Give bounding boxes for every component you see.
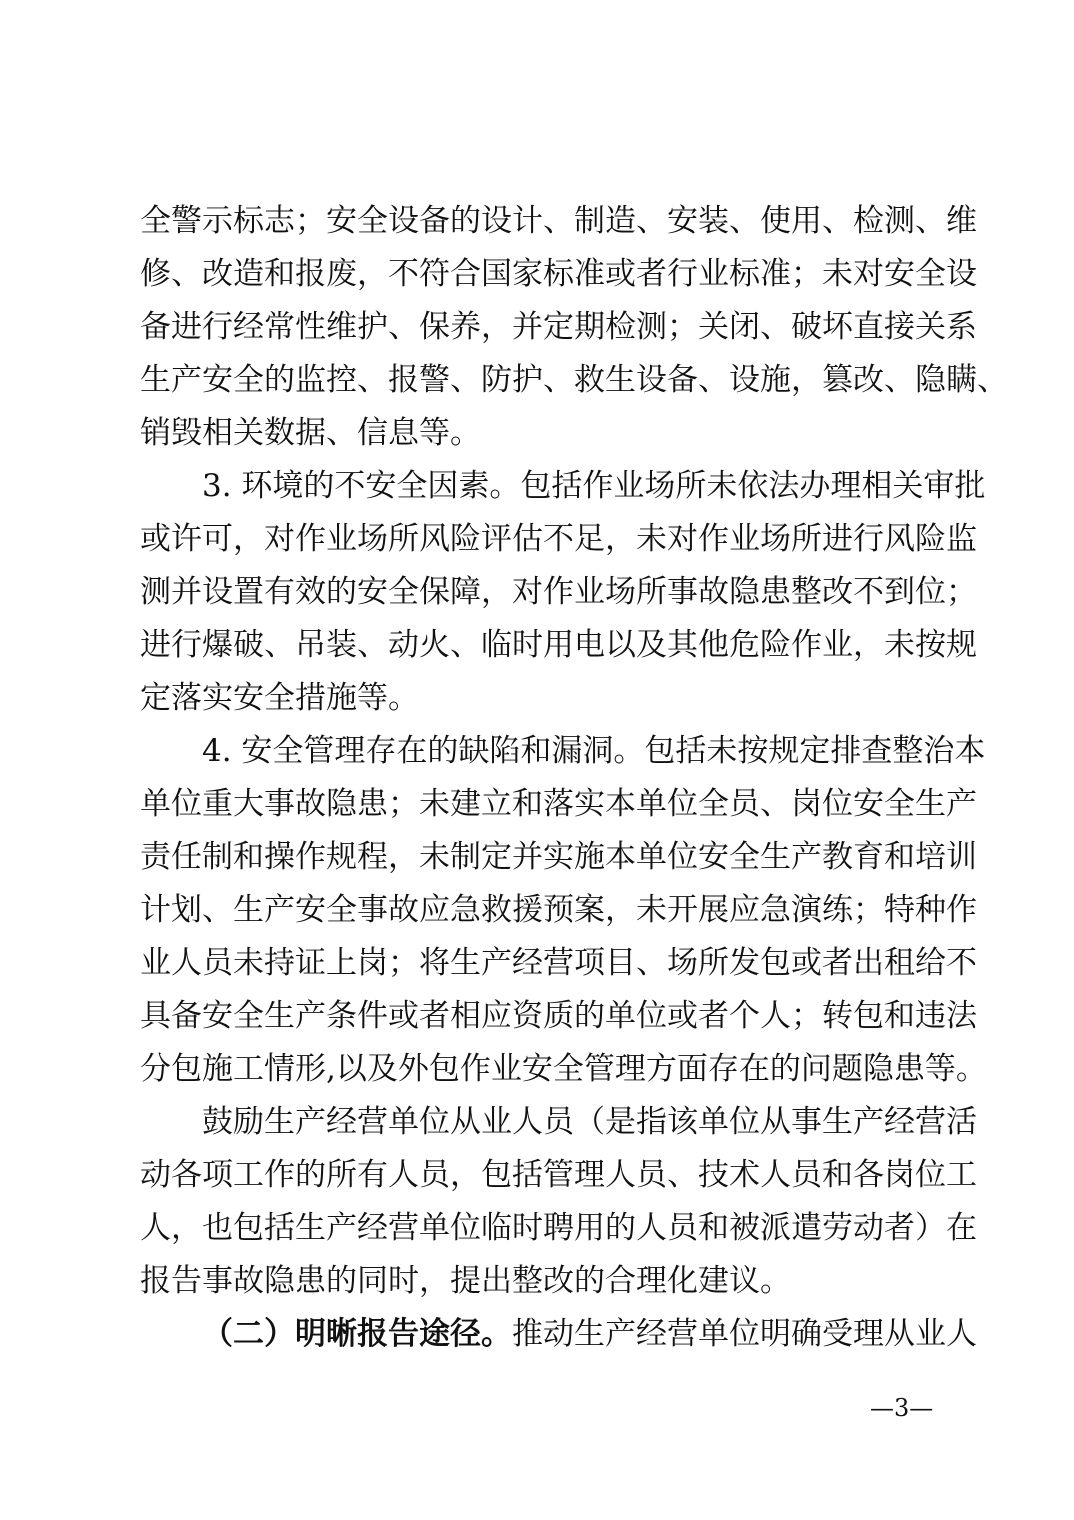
page-number: —3— [870,1394,934,1422]
section-heading-text: 推动生产经营单位明确受理从业人 [512,1316,977,1352]
section-heading-line [202,1312,977,1356]
paragraph-line: 3. 环境的不安全因素。包括作业场所未依法办理相关审批 [202,468,986,504]
paragraph-line: 备进行经常性维护、保养，并定期检测；关闭、破坏直接关系 [140,309,977,345]
paragraph-line: 修、改造和报废，不符合国家标准或者行业标准；未对安全设 [140,256,977,292]
paragraph-line: 业人员未持证上岗；将生产经营项目、场所发包或者出租给不 [140,945,977,981]
paragraph-line: 分包施工情形,以及外包作业安全管理方面存在的问题隐患等。 [140,1051,987,1087]
paragraph-line: 鼓励生产经营单位从业人员（是指该单位从事生产经营活 [202,1104,977,1140]
paragraph-line: 销毁相关数据、信息等。 [140,415,481,451]
paragraph-line: 进行爆破、吊装、动火、临时用电以及其他危险作业，未按规 [140,627,977,663]
paragraph-line: 报告事故隐患的同时，提出整改的合理化建议。 [140,1263,791,1299]
paragraph-line: 定落实安全措施等。 [140,680,419,716]
paragraph-line: 全警示标志；安全设备的设计、制造、安装、使用、检测、维 [140,203,977,239]
paragraph-line: 计划、生产安全事故应急救援预案，未开展应急演练；特种作 [140,892,977,928]
paragraph-line: 责任制和操作规程，未制定并实施本单位安全生产教育和培训 [140,839,977,875]
paragraph-line: 4. 安全管理存在的缺陷和漏洞。包括未按规定排查整治本 [202,733,986,769]
paragraph-line: 或许可，对作业场所风险评估不足，未对作业场所进行风险监 [140,521,977,557]
section-heading: （二）明晰报告途径。 [202,1316,512,1352]
paragraph-line: 生产安全的监控、报警、防护、救生设备、设施，篡改、隐瞒、 [140,362,1008,398]
paragraph-line: 测并设置有效的安全保障，对作业场所事故隐患整改不到位； [140,574,977,610]
paragraph-line: 动各项工作的所有人员，包括管理人员、技术人员和各岗位工 [140,1157,977,1193]
paragraph-line: 人，也包括生产经营单位临时聘用的人员和被派遣劳动者）在 [140,1210,977,1246]
paragraph-line: 单位重大事故隐患；未建立和落实本单位全员、岗位安全生产 [140,786,977,822]
paragraph-line: 具备安全生产条件或者相应资质的单位或者个人；转包和违法 [140,998,977,1034]
